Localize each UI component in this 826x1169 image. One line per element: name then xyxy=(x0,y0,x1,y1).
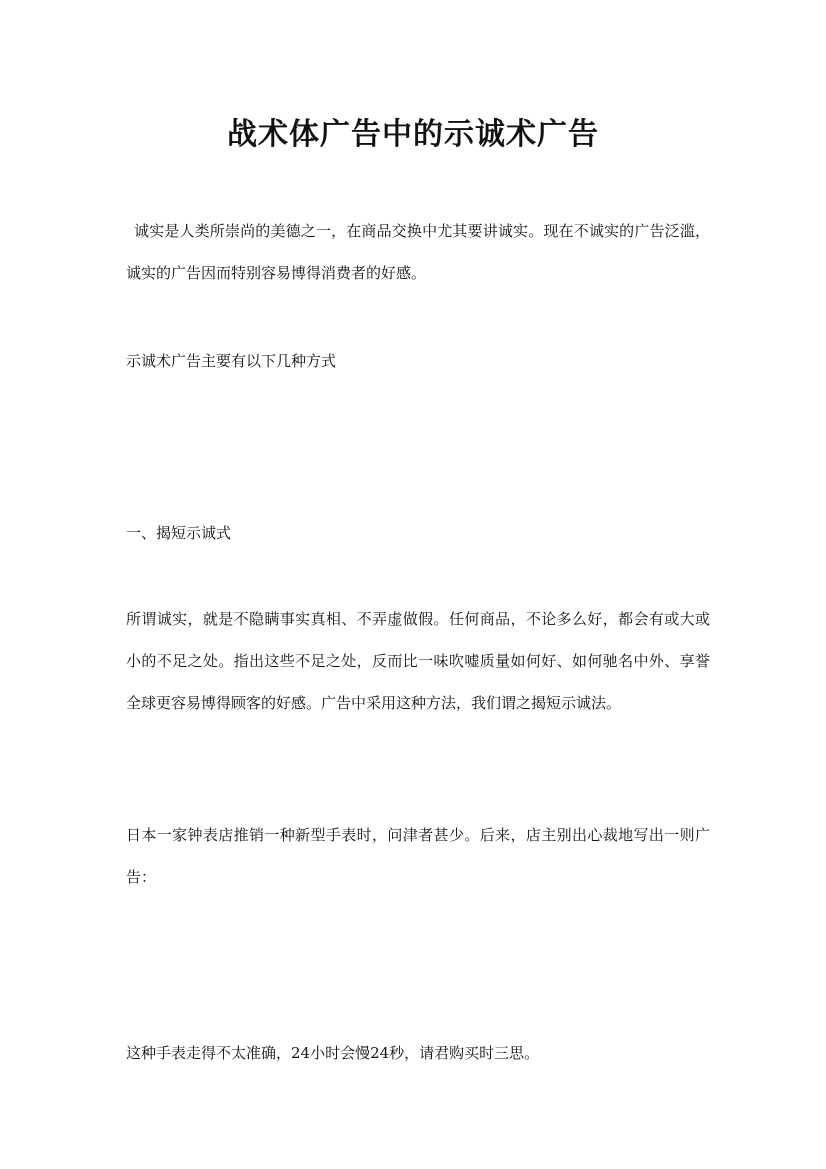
section-heading-1: 一、揭短示诚式 xyxy=(126,524,232,542)
methods-intro-paragraph: 示诚术广告主要有以下几种方式 xyxy=(126,352,337,370)
ad-quote-paragraph: 这种手表走得不太准确，24小时会慢24秒，请君购买时三思。 xyxy=(126,1044,540,1062)
intro-paragraph: 诚实是人类所崇尚的美德之一，在商品交换中尤其要讲诚实。现在不诚实的广告泛滥，诚实的广告因而特别容易博得消费者的好感。 xyxy=(126,222,710,282)
definition-paragraph: 所谓诚实，就是不隐瞒事实真相、不弄虚做假。任何商品，不论多么好，都会有或大或小的不足之处。指出这些不足之处，反而比一味吹嘘质量如何好、如何驰名中外、享誉全球更容易博得顾客的好感。广告中采用这种方法，我们谓之揭短示诚法。 xyxy=(126,610,710,712)
document-title: 战术体广告中的示诚术广告 xyxy=(227,117,599,152)
example-paragraph: 日本一家钟表店推销一种新型手表时，问津者甚少。后来，店主别出心裁地写出一则广告： xyxy=(126,826,710,886)
